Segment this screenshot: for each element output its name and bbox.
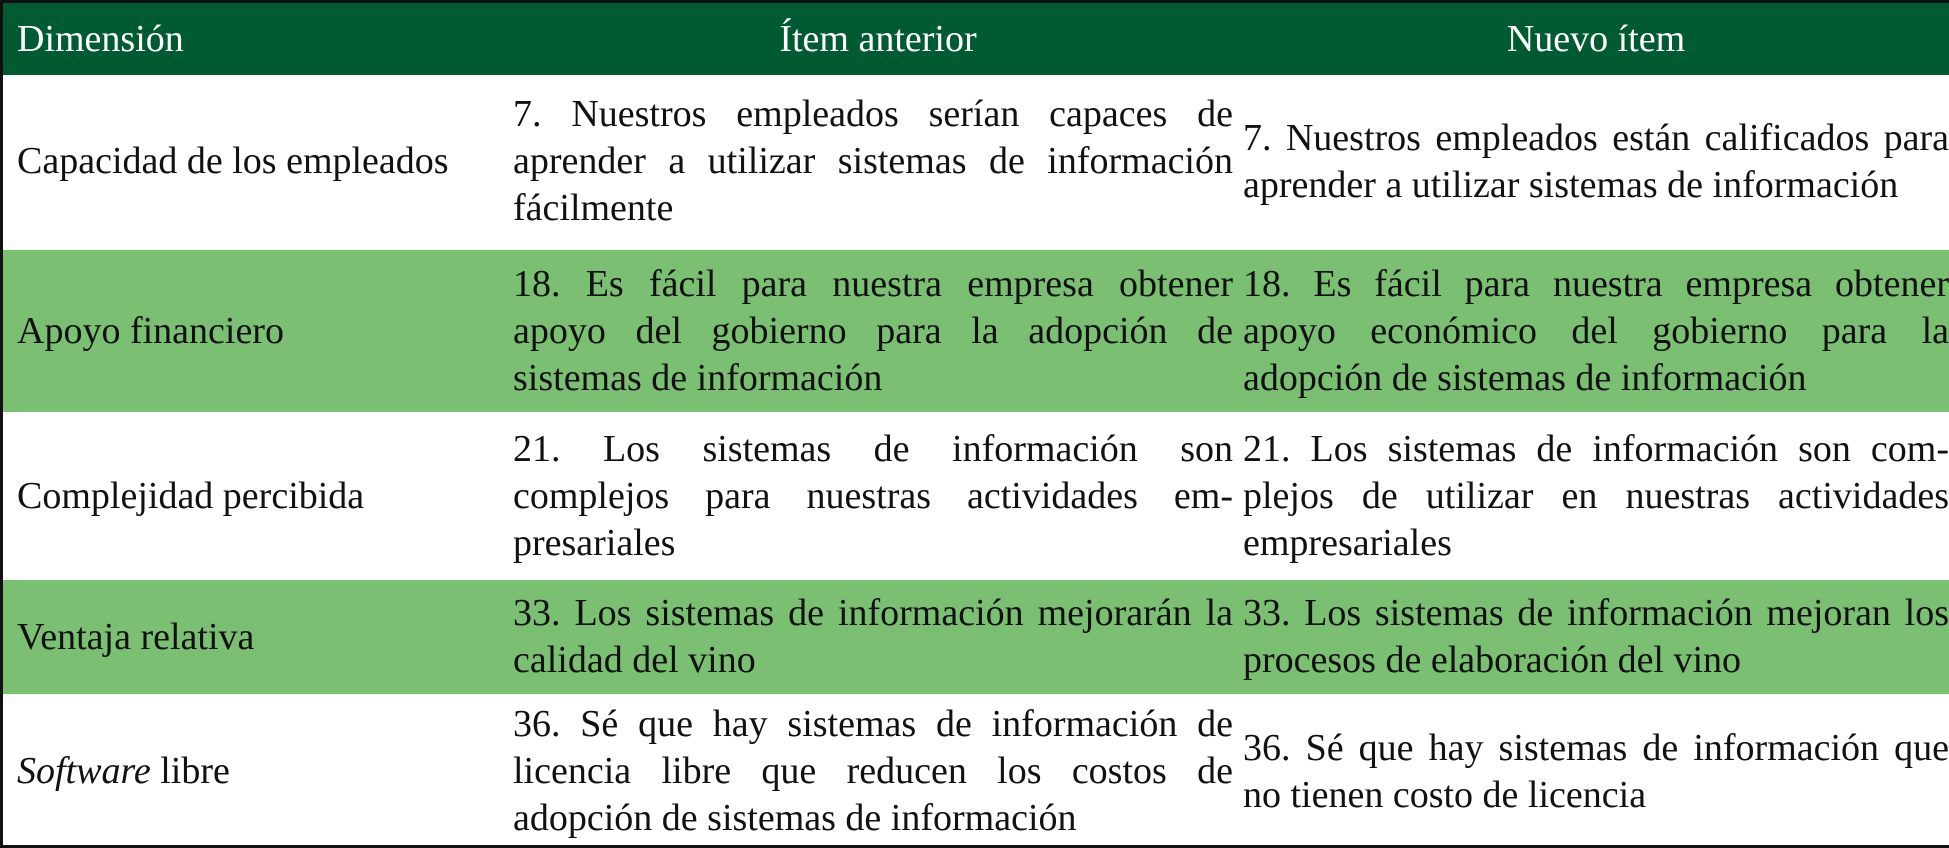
nuevo-item-cell: 18. Es fácil para nuestra empresa obtener apoyo económico del gobierno para la adopción de sistemas de información xyxy=(1243,249,1949,413)
table-row xyxy=(3,75,1949,249)
item-anterior-cell: 21. Los sistemas de información son complejos para nuestras actividades empresariales xyxy=(513,413,1243,579)
nuevo-item-cell: 33. Los sistemas de información mejoran los procesos de elaboración del vino xyxy=(1243,579,1949,695)
table-header-row xyxy=(3,3,1949,75)
items-comparison-table xyxy=(3,3,1949,847)
nuevo-item-cell: 36. Sé que hay sistemas de información que no tienen costo de licencia xyxy=(1243,726,1949,816)
header-nuevo-item: Nuevo ítem xyxy=(1506,18,1686,60)
table-row xyxy=(3,695,1949,847)
dimension-cell: Apoyo financiero xyxy=(3,249,513,413)
nuevo-item-cell: 21. Los sistemas de información son complejos de utilizar en nuestras actividades empresariales xyxy=(1243,413,1949,579)
table-row xyxy=(3,579,1949,695)
nuevo-item-cell: 7. Nuestros empleados están calificados para aprender a utilizar sistemas de información xyxy=(1243,75,1949,249)
table-row xyxy=(3,413,1949,579)
item-anterior-cell: 36. Sé que hay sistemas de información de licencia libre que reducen los costos de adopción de sistemas de información xyxy=(513,703,1233,839)
header-dimension: Dimensión xyxy=(17,18,184,60)
dimension-rest-text: libre xyxy=(150,750,230,792)
header-item-anterior: Ítem anterior xyxy=(779,18,977,60)
dimension-cell xyxy=(3,695,513,847)
dimension-cell: Ventaja relativa xyxy=(3,579,513,695)
table-row xyxy=(3,249,1949,413)
item-anterior-cell: 18. Es fácil para nuestra empresa obtener apoyo del gobierno para la adopción de sistemas de información xyxy=(513,249,1243,413)
dimension-cell: Complejidad percibida xyxy=(3,413,513,579)
item-anterior-cell: 33. Los sistemas de información mejorarán la calidad del vino xyxy=(513,579,1243,695)
dimension-cell: Capacidad de los empleados xyxy=(3,75,513,249)
item-anterior-cell: 7. Nuestros empleados serían capaces de aprender a utilizar sistemas de información fácilmente xyxy=(513,75,1243,249)
dimension-italic-text: Software xyxy=(17,750,151,792)
